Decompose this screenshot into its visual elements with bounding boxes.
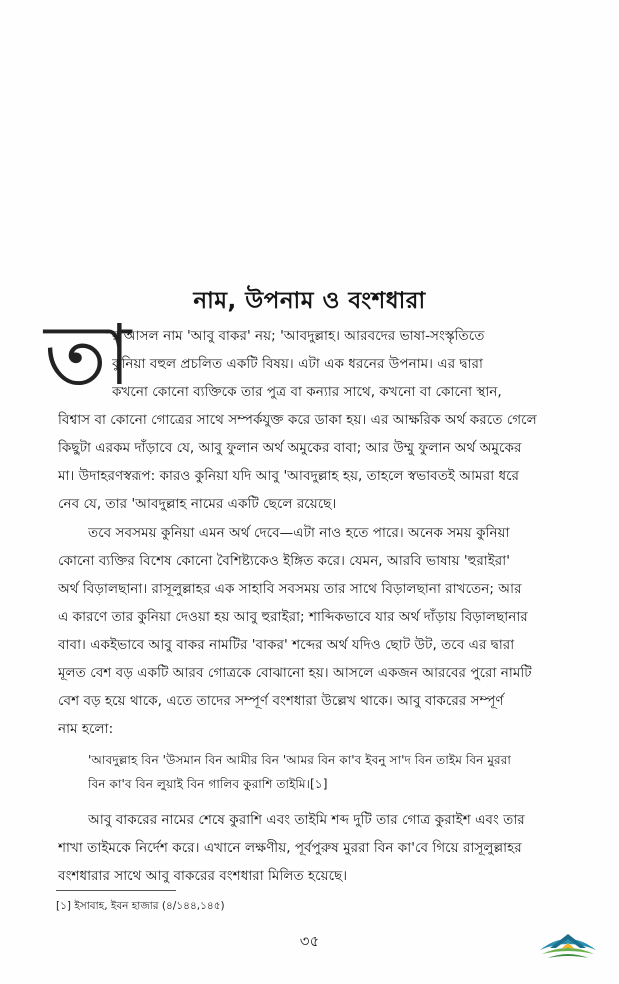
paragraph-2-line: মূলত বেশ বড় একটি আরব গোত্রকে বোঝানো হয়। আসলে একজন আরবের পুরো নামটি	[58, 665, 532, 681]
paragraph-2-line: নাম হলো:	[58, 721, 114, 737]
chapter-heading: নাম, উপনাম ও বংশধারা	[193, 288, 426, 314]
paragraph-1-line: কিছুটা এরকম দাঁড়াবে যে, আবু ফুলান অর্থ অমুকের বাবা; আর উম্মু ফুলান অর্থ অমুকের	[58, 440, 522, 456]
paragraph-2-line: বাবা। একইভাবে আবু বাকর নামটির 'বাকর' শব্দের অর্থ যদিও ছোট উট, তবে এর দ্বারা	[58, 637, 515, 653]
footnote: [১] ইসাবাহ, ইবন হাজার (৪/১৪৪,১৪৫)	[56, 900, 225, 912]
lineage-quote-line: বিন কা'ব বিন লুয়াই বিন গালিব কুরাশি তাইমি।[১]	[88, 777, 328, 791]
paragraph-1-line: বিশ্বাস বা কোনো গোত্রের সাথে সম্পর্কযুক্ত করে ডাকা হয়। এর আক্ষরিক অর্থ করতে গেলে	[58, 412, 537, 428]
paragraph-3-line: শাখা তাইমকে নির্দেশ করে। এখানে লক্ষণীয়, পূর্বপুরুষ মুররা বিন কা'বে গিয়ে রাসূলুল্লাহর	[58, 840, 522, 856]
paragraph-3-line: বংশধারার সাথে আবু বাকরের বংশধারা মিলিত হয়েছে।	[58, 868, 348, 884]
paragraph-1-line: র আসল নাম 'আবু বাকর' নয়; 'আবদুল্লাহ। আরবদের ভাষা-সংস্কৃতিতে	[112, 328, 485, 344]
paragraph-2-line: বেশ বড় হয়ে থাকে, এতে তাদের সম্পূর্ণ বংশধারা উল্লেখ থাকে। আবু বাকরের সম্পূর্ণ	[58, 693, 504, 709]
lineage-quote-line: 'আবদুল্লাহ বিন 'উসমান বিন আমীর বিন 'আমর বিন কা'ব ইবনু সা'দ বিন তাইম বিন মুররা	[88, 753, 511, 767]
paragraph-2-line: কোনো ব্যক্তির বিশেষ কোনো বৈশিষ্ট্যকেও ইঙ্গিত করে। যেমন, আরবি ভাষায় 'হুরাইরা'	[58, 553, 510, 569]
page-number: ৩৫	[299, 932, 320, 950]
drop-cap: তা	[44, 306, 132, 404]
paragraph-1-line: কখনো কোনো ব্যক্তিকে তার পুত্র বা কন্যার সাথে, কখনো বা কোনো স্থান,	[112, 384, 502, 400]
footnote-divider	[56, 890, 176, 891]
paragraph-3-line: আবু বাকরের নামের শেষে কুরাশি এবং তাইমি শব্দ দুটি তার গোত্র কুরাইশ এবং তার	[88, 812, 525, 828]
paragraph-1-line: কুনিয়া বহুল প্রচলিত একটি বিষয়। এটা এক ধরনের উপনাম। এর দ্বারা	[112, 356, 483, 372]
paragraph-1-line: মা। উদাহরণস্বরূপ: কারও কুনিয়া যদি আবু 'আবদুল্লাহ হয়, তাহলে স্বভাবতই আমরা ধরে	[58, 468, 520, 484]
paragraph-1-line: নেব যে, তার 'আবদুল্লাহ নামের একটি ছেলে রয়েছে।	[58, 496, 337, 512]
paragraph-2-line: অর্থ বিড়ালছানা। রাসূলুল্লাহর এক সাহাবি সবসময় তার সাথে বিড়ালছানা রাখতেন; আর	[58, 581, 522, 597]
paragraph-2-line: এ কারণে তার কুনিয়া দেওয়া হয় আবু হুরাইরা; শাব্দিকভাবে যার অর্থ দাঁড়ায় বিড়ালছানার	[58, 609, 528, 625]
publisher-logo-icon	[536, 926, 600, 962]
paragraph-2-line: তবে সবসময় কুনিয়া এমন অর্থ দেবে—এটা নাও হতে পারে। অনেক সময় কুনিয়া	[88, 525, 510, 541]
